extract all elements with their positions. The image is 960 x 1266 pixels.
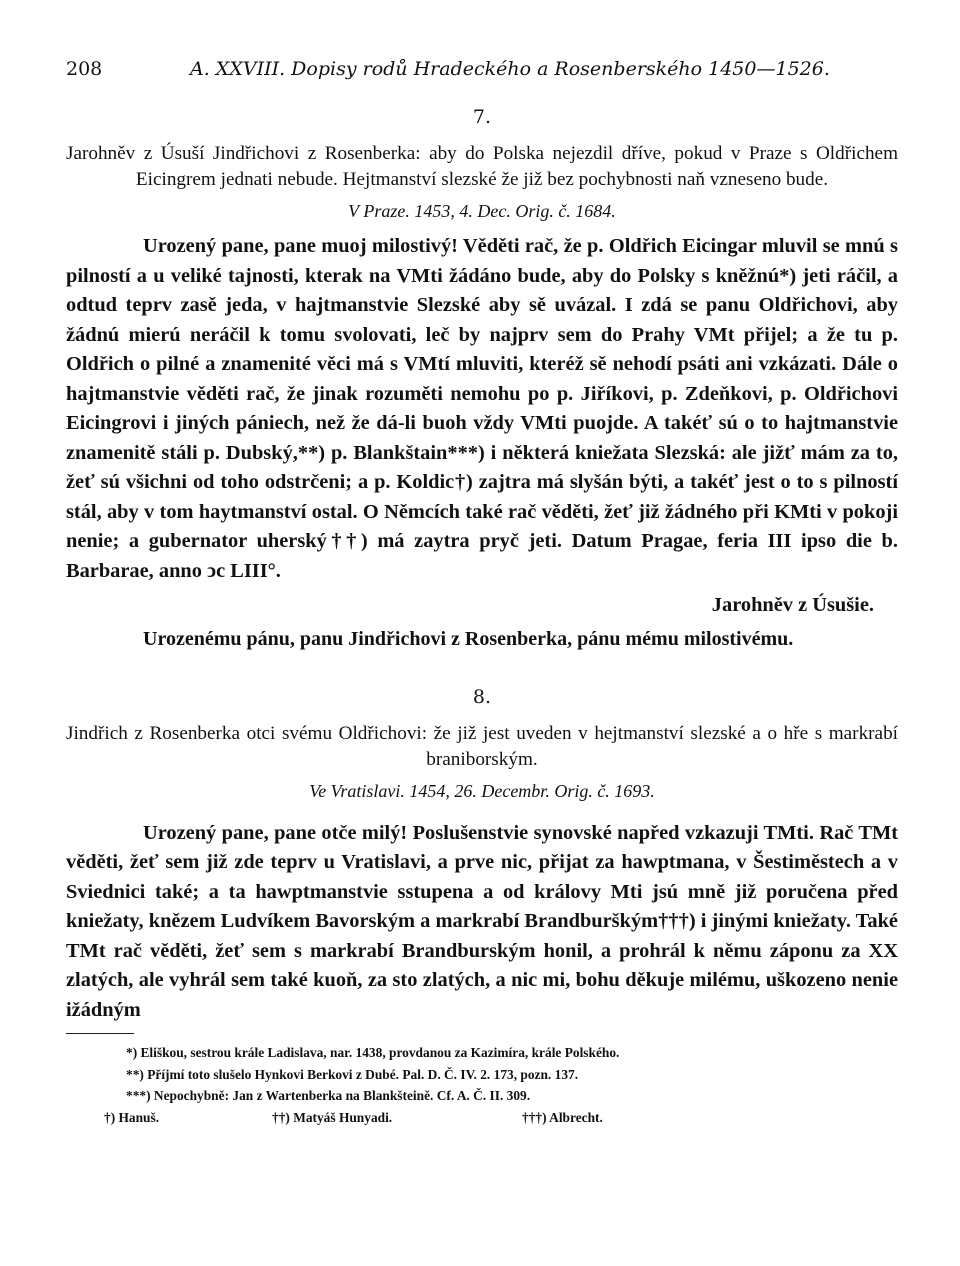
running-head <box>66 58 898 82</box>
footnote: *) Eliškou, sestrou krále Ladislava, nar. 1438, provdanou za Kazimíra, krále Polského. <box>126 1045 620 1060</box>
letter-dating: V Praze. 1453, 4. Dec. Orig. č. 1684. <box>348 201 616 221</box>
footnote: †) Hanuš. <box>104 1109 160 1125</box>
letter-number: 7. <box>472 106 492 128</box>
letter-7 <box>66 106 898 654</box>
letter-body <box>66 232 898 586</box>
letter-summary: Jindřich z Rosenberka otci svému Oldřichovi: že již jest uveden v hejtmanství slezské a o hře s markrabí braniborským. <box>66 722 898 770</box>
running-title: A. XXVIII. Dopisy rodů Hradeckého a Rosenberského 1450—1526. <box>190 58 830 80</box>
letter-8 <box>66 686 898 1026</box>
footnote: †††) Albrecht. <box>522 1109 603 1125</box>
footnote-row <box>66 1107 898 1129</box>
footnote: ††) Matyáš Hunyadi. <box>272 1109 393 1125</box>
letter-number: 8. <box>472 685 492 708</box>
footnote: ***) Nepochybně: Jan z Wartenberka na Blankšteině. Cf. A. Č. II. 309. <box>126 1088 531 1103</box>
footnotes <box>66 1042 898 1128</box>
footnote: **) Příjmí toto slušelo Hynkovi Berkovi z Dubé. Pal. D. Č. IV. 2. 173, pozn. 137. <box>126 1066 579 1082</box>
letter-body <box>66 819 898 1026</box>
body-paragraph: Urozený pane, pane muoj milostivý! Věděti rač, že p. Oldřich Eicingar mluvil se mnú s pilností a u veliké tajnosti, kterak na VMti žádáno bude, aby do Polsky s kněžnú*) jeti ráčil, a odtud teprv zasě jeda, v hajtmanstvie Slezské aby sě uvázal. I zdá se panu Oldřichovi, aby žádnú mierú neráčil k tomu svolovati, leč by najprv sem do Prahy VMt přijel; a že tu p. Oldřich o pilné a znamenité věci má s VMtí mluviti, kteréž sě nehodí psáti ani vzkázati. Dále o hajtmanstvie věděti rač, že jinak rozuměti nemohu po p. Jiříkovi, p. Zdeňkovi, p. Oldřichovi Eicingrovi i jiných pániech, než že dá-li buoh vždy VMti puojde. A takéť sú o to hajtmanstvie znamenitě stáli p. Dubský,**) p. Blankštain***) i některá kniežata Slezská: ale jižť mám za to, žeť sú všichni od toho odstrčeni; a p. Koldic†) zajtra má slyšán býti, a takéť jest o to s pilností stál, aby v tom haytmanství ostal. O Němcích také rač věděti, žeť již žádného při KMti v pokoji nenie; a gubernator uherský††) má zaytra pryč jeti. Datum Pragae, feria III ipso die b. Barbarae, anno ↄc LIII°. <box>66 235 898 582</box>
footnote-divider <box>66 1033 134 1034</box>
letter-signature: Jarohněv z Úsušie. <box>711 594 874 616</box>
document-page <box>0 58 960 1266</box>
letter-summary: Jarohněv z Úsuší Jindřichovi z Rosenberka: aby do Polska nejezdil dříve, pokud v Praze s Oldřichem Eicingrem jednati nebude. Hejtmanství slezské že již bez pochybnosti naň vzneseno bude. <box>66 143 898 190</box>
page-number: 208 <box>66 58 103 80</box>
body-paragraph: Urozený pane, pane otče milý! Poslušenstvie synovské napřed vzkazuji TMti. Rač TMt věděti, žeť sem již zde teprv u Vratislavi, a prve nic, přijat za hawptmana, v Šestiměstech a v Sviednici také; a ta hawptmanstvie sstupena a od královy Mti jsú mně již poručena před kniežaty, knězem Ludvíkem Bavorským a markrabí Brandburškým†††) i jinými kniežaty. Také TMt rač věděti, žeť sem s markrabí Brandburským honil, a prohrál k němu záponu za XX zlatých, ale vyhrál sem také kuoň, za sto zlatých, a nic mi, bohu děkuje milému, uškozeno nenie ižádným <box>66 821 898 1021</box>
letter-address: Urozenému pánu, panu Jindřichovi z Rosenberka, pánu mému milostivému. <box>143 627 794 650</box>
letter-dating: Ve Vratislavi. 1454, 26. Decembr. Orig. č. 1693. <box>309 780 655 801</box>
